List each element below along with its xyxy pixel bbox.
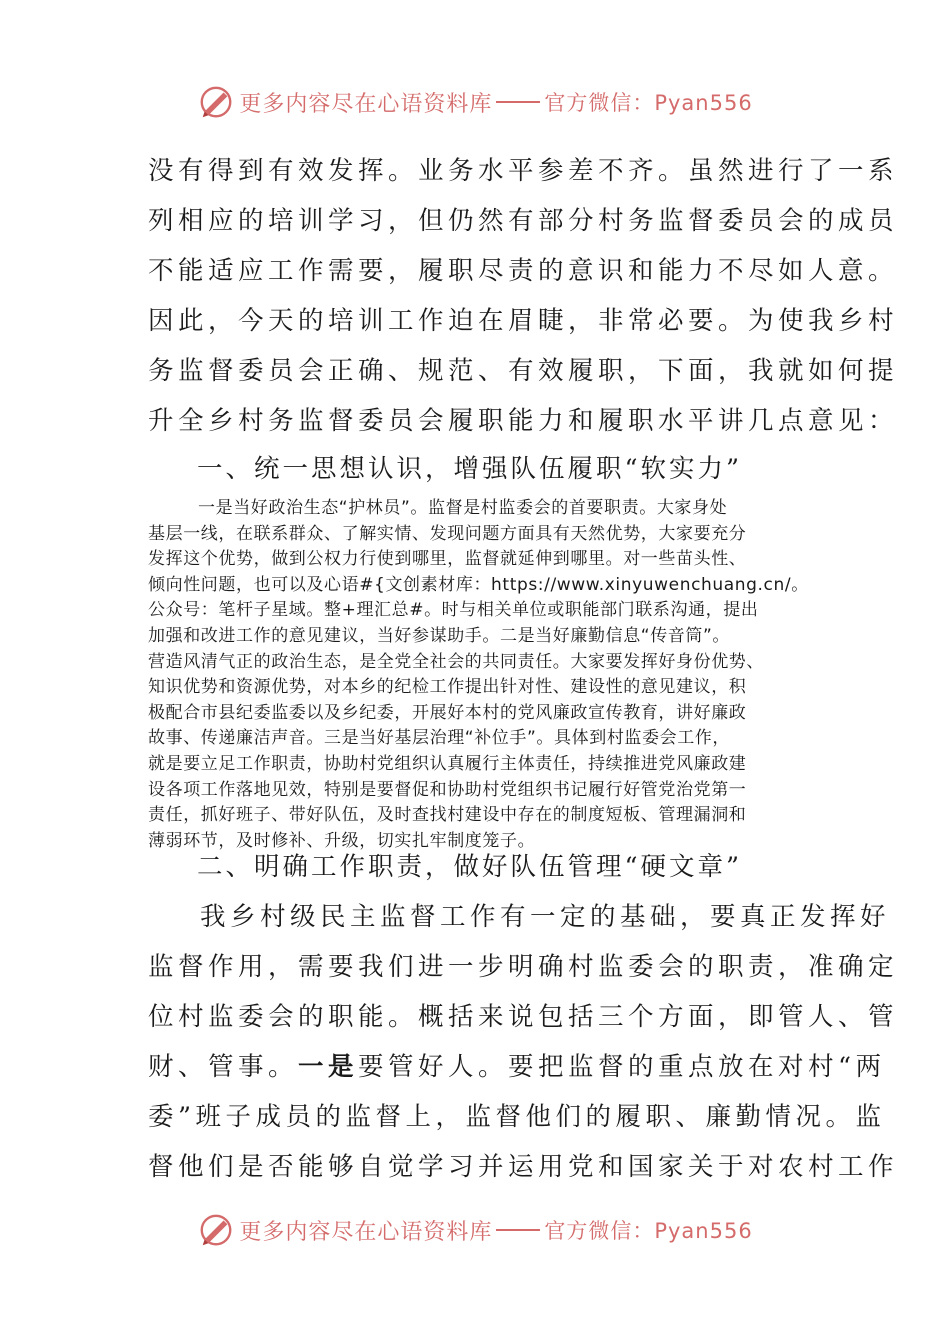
text-line: 列相应的培训学习，但仍然有部分村务监督委员会的成员 — [148, 206, 899, 236]
text-line: 极配合市县纪委监委以及乡纪委，开展好本村的党风廉政宣传教育，讲好廉政 — [148, 702, 747, 723]
text-line: 故事、传递廉洁声音。三是当好基层治理“补位手”。具体到村监委会工作， — [148, 728, 731, 749]
text-line: 发挥这个优势，做到公权力行使到哪里，监督就延伸到哪里。对一些苗头性、 — [148, 549, 747, 570]
text-line: 监督作用，需要我们进一步明确村监委会的职责，准确定 — [148, 952, 899, 982]
text-line: 不能适应工作需要，履职尽责的意识和能力不尽如人意。 — [148, 256, 899, 286]
section-heading-2 — [197, 842, 857, 892]
text-line: 加强和改进工作的意见建议，当好参谋助手。二是当好廉勤信息“传音筒”。 — [148, 625, 731, 646]
text-span: 财、管事。 — [148, 1052, 299, 1082]
text-line: 升全乡村务监督委员会履职能力和履职水平讲几点意见： — [148, 406, 899, 436]
paragraph-2 — [148, 892, 899, 1192]
text-line: 委”班子成员的监督上，监督他们的履职、廉勤情况。监 — [148, 1102, 886, 1132]
banner-dash — [496, 101, 540, 103]
text-line: 因此，今天的培训工作迫在眉睫，非常必要。为使我乡村 — [148, 306, 899, 336]
text-line: 营造风清气正的政治生态，是全党全社会的共同责任。大家要发挥好身份优势、 — [148, 651, 764, 672]
text-line: 基层一线，在联系群众、了解实情、发现问题方面具有天然优势，大家要充分 — [148, 523, 747, 544]
banner-wechat: 官方微信：Pyan556 — [544, 1219, 753, 1243]
bold-marker: 一是 — [298, 1052, 359, 1082]
text-line: 倾向性问题，也可以及心语#{文创素材库：https://www.xinyuwenchuang.cn/。 — [148, 574, 809, 595]
text-line: 薄弱环节，及时修补、升级，切实扎牢制度笼子。 — [148, 830, 536, 851]
pen-logo-icon — [197, 1211, 235, 1249]
text-line: 知识优势和资源优势，对本乡的纪检工作提出针对性、建设性的意见建议，积 — [148, 677, 747, 698]
heading-text: 二、明确工作职责，做好队伍管理“硬文章” — [197, 852, 743, 882]
text-line: 就是要立足工作职责，协助村党组织认真履行主体责任，持续推进党风廉政建 — [148, 753, 747, 774]
footer-watermark-banner — [0, 1208, 950, 1252]
banner-text: 更多内容尽在心语资料库 — [239, 1219, 493, 1245]
small-text-block — [148, 496, 818, 854]
text-line: 位村监委会的职能。概括来说包括三个方面，即管人、管 — [148, 1002, 899, 1032]
paragraph-1 — [148, 146, 899, 446]
text-line: 设各项工作落地见效，特别是要督促和协助村党组织书记履行好管党治党第一 — [148, 779, 747, 800]
text-line — [148, 1042, 886, 1092]
banner-wechat: 官方微信：Pyan556 — [544, 91, 753, 115]
text-line: 责任，抓好班子、带好队伍，及时查找村建设中存在的制度短板、管理漏洞和 — [148, 805, 747, 826]
header-watermark-banner — [0, 80, 950, 124]
text-line: 没有得到有效发挥。业务水平参差不齐。虽然进行了一系 — [148, 156, 899, 186]
banner-dash — [496, 1229, 540, 1231]
text-line: 一是当好政治生态“护林员”。监督是村监委会的首要职责。大家身处 — [198, 498, 728, 518]
text-line: 务监督委员会正确、规范、有效履职，下面，我就如何提 — [148, 356, 899, 386]
text-line: 我乡村级民主监督工作有一定的基础，要真正发挥好 — [200, 902, 891, 932]
pen-logo-icon — [197, 83, 235, 121]
heading-text: 一、统一思想认识，增强队伍履职“软实力” — [197, 454, 743, 484]
text-span: 要管好人。要把监督的重点放在对村“两 — [358, 1052, 886, 1082]
text-line: 督他们是否能够自觉学习并运用党和国家关于对农村工作 — [148, 1152, 899, 1182]
banner-text: 更多内容尽在心语资料库 — [239, 91, 493, 117]
text-line: 公众号：笔杆子星域。整+理汇总#。时与相关单位或职能部门联系沟通，提出 — [148, 600, 759, 621]
section-heading-1 — [197, 444, 857, 494]
